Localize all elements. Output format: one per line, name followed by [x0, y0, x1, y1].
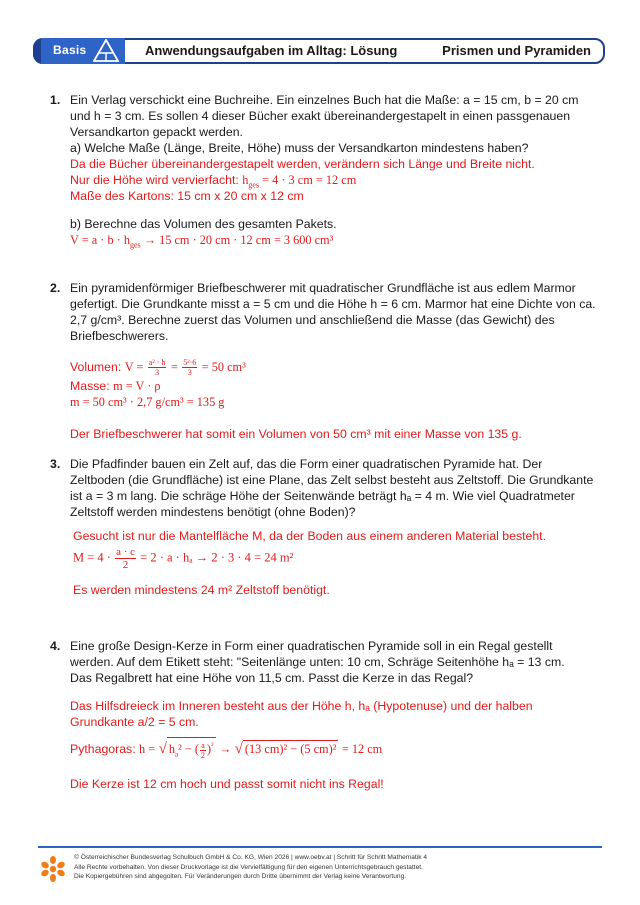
task-2-text-4: Briefbeschwerers.	[70, 329, 169, 343]
task-3-text-1: Die Pfadfinder bauen ein Zelt auf, das die Form einer quadratischen Pyramide hat. Der	[70, 457, 543, 471]
level-badge: Basis	[53, 43, 87, 57]
task-2-mass: Masse: m = V · ρ	[70, 379, 161, 393]
task-4-text-1: Eine große Design-Kerze in Form einer quadratischen Pyramide soll in ein Regal gestellt	[70, 639, 553, 653]
task-4-pythagoras: Pythagoras: h = √ $h_a^2$ − ( $\frac{a}{2}$ )$^{^2}$ → √ (13 cm)² − (5 cm)² = 12 cm	[70, 737, 382, 763]
topic-title: Prismen und Pyramiden	[442, 43, 591, 58]
task-2-text-1: Ein pyramidenförmiger Briefbeschwerer mit quadratischer Grundfläche ist aus edlem Marmor	[70, 281, 576, 295]
worksheet-title: Anwendungsaufgaben im Alltag: Lösung	[145, 43, 398, 58]
task-3-conclusion: Es werden mindestens 24 m² Zeltstoff benötigt.	[73, 583, 330, 597]
task-3-text-4: Zeltstoff werden mindestens benötigt (ohne Boden)?	[70, 505, 356, 519]
task-1-solution-1: Da die Bücher übereinandergestapelt werden, verändern sich Länge und Breite nicht.	[70, 157, 535, 171]
mass-label: Masse:	[70, 379, 110, 393]
footer-copyright	[74, 853, 427, 882]
task-1-text-2: und h = 3 cm. Es sollen 4 dieser Bücher exakt übereinandergestapelt in einen passgenauen	[70, 109, 571, 123]
task-3-formula: M = 4 · $\frac{a \cdot c}{2}$ = 2 · a · hₐ → 2 · 3 · 4 = 24 m²	[73, 546, 294, 571]
task-3-number: 3.	[50, 457, 61, 471]
footer-line-1: © Österreichischer Bundesverlag Schulbuch GmbH & Co. KG, Wien 2026 | www.oebv.at | Schritt für Schritt Mathematik 4	[74, 854, 428, 861]
task-2-conclusion: Der Briefbeschwerer hat somit ein Volumen von 50 cm³ mit einer Masse von 135 g.	[70, 427, 522, 441]
task-1-number: 1.	[50, 93, 61, 107]
publisher-logo-icon	[40, 856, 66, 882]
footer-divider	[38, 846, 602, 848]
volume-label: Volumen:	[70, 359, 122, 374]
task-4-text-3: Das Regalbrett hat eine Höhe von 11,5 cm. Passt die Kerze in das Regal?	[70, 671, 474, 685]
height-intro: Nur die Höhe wird vervierfacht:	[70, 173, 239, 187]
task-4-solution-2: Grundkante a/2 = 5 cm.	[70, 715, 199, 729]
task-1-volume-formula: $V = a \cdot b \cdot h_{ges} \to 15$ cm · 20 cm · 12 cm = 3 600 cm³	[70, 233, 334, 250]
task-2-number: 2.	[50, 281, 61, 295]
task-4-number: 4.	[50, 639, 61, 653]
task-4-text-2: werden. Auf dem Etikett steht: "Seitenlänge unten: 10 cm, Schräge Seitenhöhe hₐ = 13 cm.	[70, 655, 565, 669]
task-4-solution-1: Das Hilfsdreieck im Inneren besteht aus der Höhe h, hₐ (Hypotenuse) und der halben	[70, 699, 533, 713]
task-2-mass-calc: m = 50 cm³ · 2,7 g/cm³ = 135 g	[70, 395, 225, 409]
task-1-text-3: Versandkarton gepackt werden.	[70, 125, 243, 139]
task-3-text-3: ist a = 3 m lang. Die schräge Höhe der Seitenwände beträgt hₐ = 4 m. Wie viel Quadratmeter	[70, 489, 575, 503]
footer-line-3: Die Kopiergebühren sind abgegolten. Für Veränderungen durch Dritte übernimmt der Verlag keine Verantwortung.	[74, 873, 407, 880]
height-formula: $h_{ges} = 4 \cdot 3$ cm = 12 cm	[242, 173, 357, 190]
task-2-text-2: gefertigt. Die Grundkante misst a = 5 cm und die Höhe h = 6 cm. Marmor hat eine Dichte von ca.	[70, 297, 596, 311]
task-3-solution: Gesucht ist nur die Mantelfläche M, da der Boden aus einem anderen Material besteht.	[73, 529, 547, 543]
task-2-volume: Volumen: V = $\frac{\text{a² · h}}{3}$ = $\frac{\text{5²·6}}{3}$ = 50 cm³	[70, 358, 246, 377]
footer-line-2: Alle Rechte vorbehalten. Von dieser Druckvorlage ist die Vervielfältigung für den eigenen Unterrichtsgebrauch gestattet.	[74, 863, 423, 871]
task-2-text-3: 2,7 g/cm³. Berechne zuerst das Volumen und anschließend die Masse (das Gewicht) des	[70, 313, 555, 327]
task-1-text-4: a) Welche Maße (Länge, Breite, Höhe) muss der Versandkarton mindestens haben?	[70, 141, 529, 155]
task-1-solution-3: Maße des Kartons: 15 cm x 20 cm x 12 cm	[70, 189, 304, 203]
basis-logo	[33, 38, 125, 64]
task-1-text-1: Ein Verlag verschickt eine Buchreihe. Ein einzelnes Buch hat die Maße: a = 15 cm, b = 20 cm	[70, 93, 579, 107]
page-header	[33, 38, 605, 64]
pyramid-logo-icon	[93, 39, 119, 63]
task-1-part-b: b) Berechne das Volumen des gesamten Pakets.	[70, 217, 337, 231]
pythagoras-label: Pythagoras:	[70, 742, 136, 757]
task-4-conclusion: Die Kerze ist 12 cm hoch und passt somit nicht ins Regal!	[70, 777, 384, 791]
task-3-text-2: Zeltboden (die Grundfläche) ist eine Plane, das Zelt selbst besteht aus Zeltstoff. Die Grundkante	[70, 473, 594, 487]
